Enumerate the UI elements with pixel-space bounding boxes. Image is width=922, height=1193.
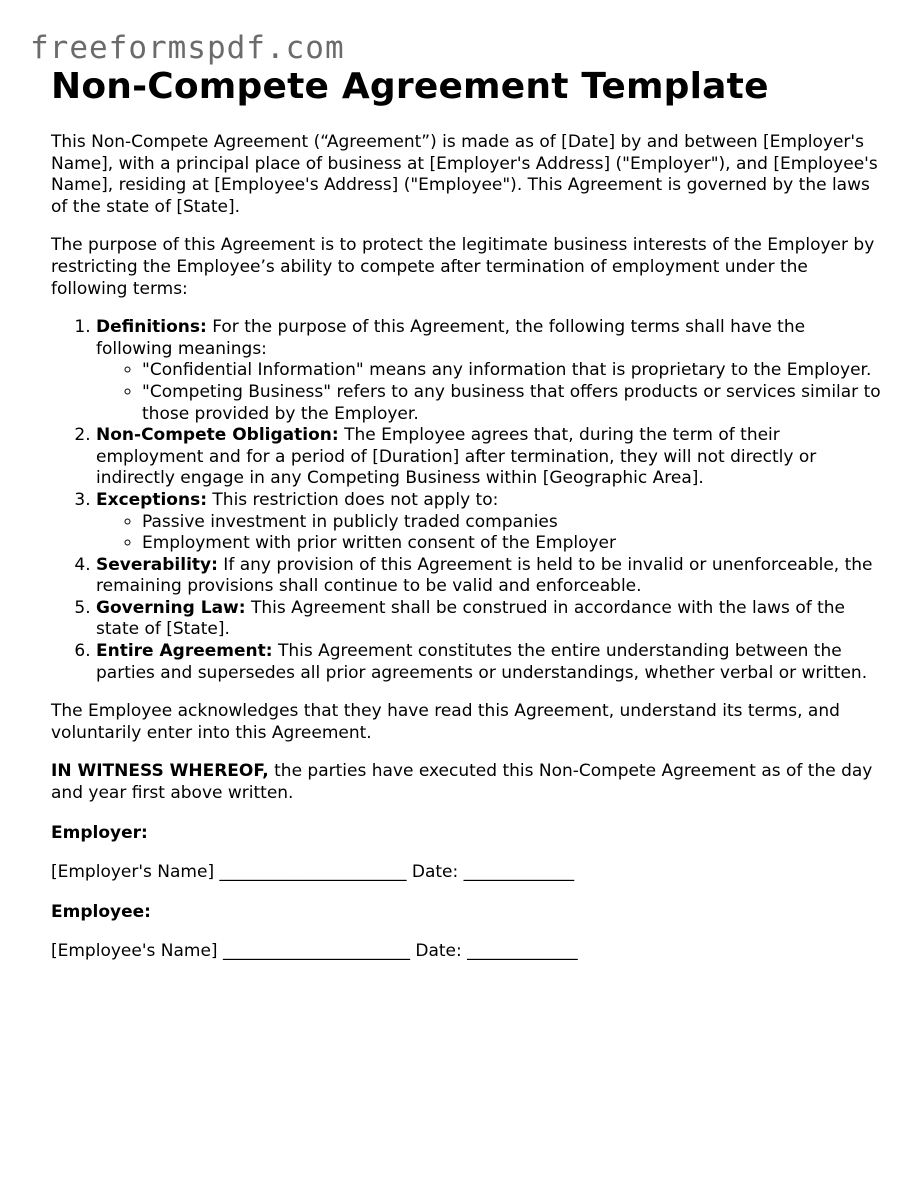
sublist-item: ◦ "Competing Business" refers to any business that offers products or services similar to those provided by the Employer. [142, 382, 881, 425]
term-heading: Governing Law: [96, 597, 246, 618]
term-heading: Definitions: [96, 317, 207, 338]
acknowledgment-paragraph: The Employee acknowledges that they have read this Agreement, understand its terms, and voluntarily enter into this Agreement. [51, 701, 840, 743]
term-text: This restriction does not apply to: [207, 489, 499, 510]
term-item-governing-law [96, 598, 881, 641]
employee-heading: Employee: [51, 901, 151, 922]
sublist-item: ◦ "Confidential Information" means any information that is proprietary to the Employer. [142, 360, 881, 382]
term-heading: Entire Agreement: [96, 641, 273, 662]
sublist-item: ◦ Passive investment in publicly traded companies [142, 512, 881, 534]
intro-paragraph: This Non-Compete Agreement (“Agreement”) is made as of [Date] by and between [Employer's Name], with a principal place of business at [Employer's Address] ("Employer"), and [Employee's Name], residing at [Employee's Address] ("Employee"). This Agreement is governed by the laws of the state of [State]. [51, 132, 878, 217]
term-text: This Agreement constitutes the entire understanding between the parties and supersedes all prior agreements or understandings, whether verbal or written. [96, 641, 868, 683]
witness-lead: IN WITNESS WHEREOF, [51, 761, 269, 782]
term-text: The Employee agrees that, during the term of their employment and for a period of [Duration] after termination, they will not directly or indirectly engage in any Competing Business within [Geographic Area]. [96, 425, 817, 489]
employee-signature-line: [Employee's Name] ______________________ Date: _____________ [51, 941, 578, 962]
document-title: Non-Compete Agreement Template [51, 66, 769, 107]
witness-paragraph [51, 761, 881, 804]
term-heading: Exceptions: [96, 489, 208, 510]
term-text: This Agreement shall be construed in accordance with the laws of the state of [State]. [96, 597, 846, 640]
terms-list [51, 317, 881, 684]
term-item-entire-agreement [96, 641, 881, 684]
term-text: If any provision of this Agreement is held to be invalid or unenforceable, the remaining provisions shall continue to be valid and enforceable. [96, 554, 873, 597]
exceptions-sublist [96, 512, 881, 555]
witness-text: the parties have executed this Non-Compete Agreement as of the day and year first above written. [51, 761, 873, 804]
term-item-non-compete-obligation [96, 425, 881, 490]
term-item-severability [96, 555, 881, 598]
term-item-exceptions [96, 490, 881, 555]
document-page [51, 64, 881, 963]
term-item-definitions [96, 317, 881, 425]
definitions-sublist [96, 360, 881, 425]
term-heading: Non-Compete Obligation: [96, 425, 339, 446]
term-text: For the purpose of this Agreement, the following terms shall have the following meanings: [96, 317, 806, 359]
purpose-paragraph: The purpose of this Agreement is to protect the legitimate business interests of the Employer by restricting the Employee’s ability to compete after termination of employment under the following terms: [51, 235, 875, 299]
site-watermark: freeformspdf.com [30, 30, 345, 66]
employer-signature-line: [Employer's Name] ______________________ Date: _____________ [51, 862, 575, 883]
employer-heading: Employer: [51, 822, 148, 843]
sublist-item: ◦ Employment with prior written consent of the Employer [142, 533, 881, 555]
term-heading: Severability: [96, 554, 218, 575]
